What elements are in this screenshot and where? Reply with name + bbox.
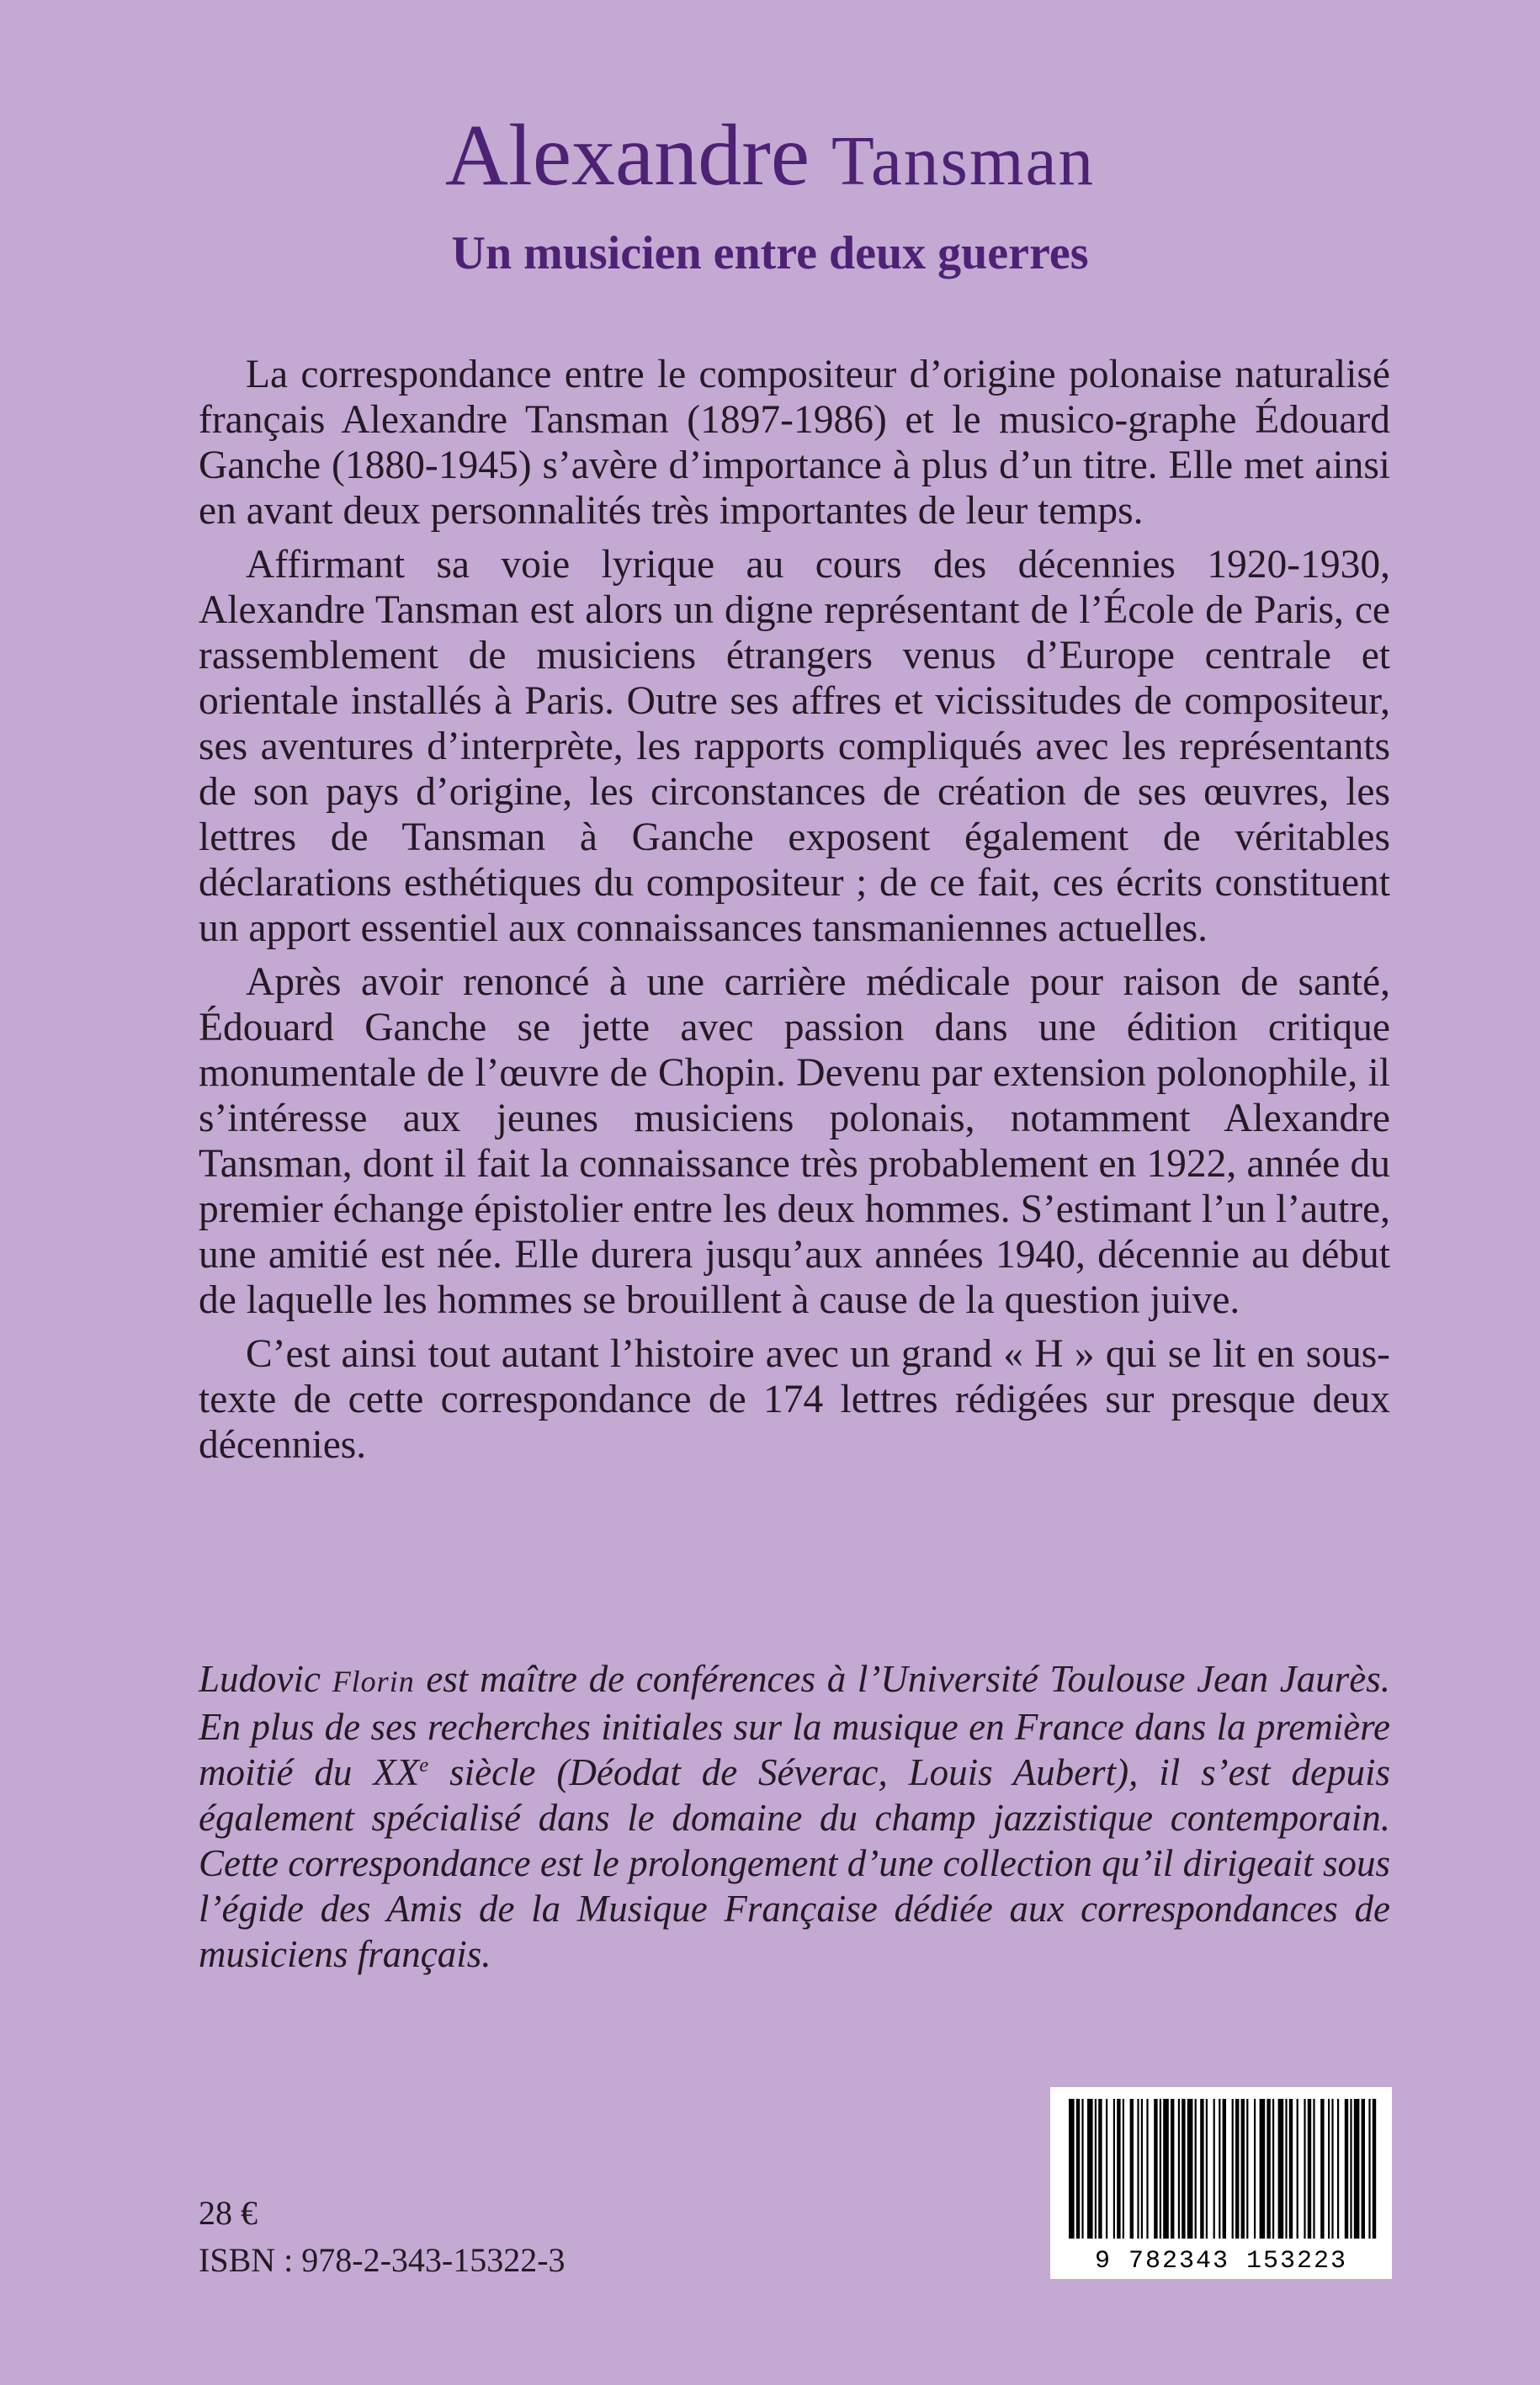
barcode-bar: [1267, 2099, 1270, 2239]
barcode-bar: [1354, 2099, 1360, 2239]
barcode-bar: [1362, 2099, 1365, 2239]
title-first-name: Alexandre: [444, 107, 810, 204]
barcode-bar: [1345, 2099, 1348, 2239]
barcode-bar: [1213, 2099, 1215, 2239]
barcode-bar: [1320, 2099, 1324, 2239]
barcode-bar: [1141, 2099, 1143, 2239]
barcode-bar: [1373, 2099, 1376, 2239]
barcode-bar: [1260, 2099, 1266, 2239]
summary-paragraph-4: C’est ainsi tout autant l’histoire avec un grand « H » qui se lit en sous-texte de cette correspondance de 174 lettres rédigées sur presque deux décennies.: [199, 1332, 1390, 1467]
barcode-bar: [1195, 2099, 1197, 2239]
author-last-name: Florin: [332, 1665, 415, 1698]
barcode-bar: [1095, 2099, 1097, 2239]
barcode-bar: [1081, 2099, 1083, 2239]
barcode-bar: [1076, 2099, 1080, 2239]
author-bio-text-part2: siècle (Déodat de Séverac, Louis Aubert), il s’est depuis également spécialisé dans le domaine du champ jazzistique contemporain. Cette correspondance est le prolongement d’une collection qu’il dirigeait sous l’égide des Amis de la Musique Française dédiée aux correspondances de musiciens français.: [199, 1751, 1390, 1975]
barcode-bar: [1087, 2099, 1093, 2239]
barcode-bar: [1171, 2099, 1174, 2239]
author-first-name: Ludovic: [199, 1658, 321, 1700]
barcode-bar: [1232, 2099, 1234, 2239]
barcode-bar: [1106, 2099, 1107, 2239]
barcode-bar: [1223, 2099, 1226, 2239]
author-bio: [199, 1656, 1390, 1977]
barcode-bar: [1200, 2099, 1203, 2239]
title-last-name: Tansman: [831, 122, 1096, 199]
barcode-bar: [1069, 2099, 1075, 2239]
barcode-bar: [1130, 2099, 1134, 2239]
barcode-bar: [1278, 2099, 1284, 2239]
barcode-bar: [1308, 2099, 1311, 2239]
barcode-bar: [1285, 2099, 1287, 2239]
barcode-bar: [1241, 2099, 1245, 2239]
barcode-bar: [1206, 2099, 1208, 2239]
barcode-bar: [1098, 2099, 1102, 2239]
barcode-bar: [1178, 2099, 1180, 2239]
author-bio-text-part1: est maître de conférences à l’Université Toulouse Jean Jaurès. En plus de ses recherches initiales sur la musique en France dans la première moitié du XX: [199, 1658, 1390, 1793]
barcode-bar: [1289, 2099, 1293, 2239]
barcode-bar: [1254, 2099, 1256, 2239]
book-subtitle: Un musicien entre deux guerres: [451, 227, 1089, 279]
barcode-bar: [1350, 2099, 1351, 2239]
barcode-bar: [1219, 2099, 1220, 2239]
barcode-bar: [1246, 2099, 1248, 2239]
book-title: [0, 108, 1540, 204]
barcode-bar: [1368, 2099, 1370, 2239]
summary-paragraph-1: La correspondance entre le compositeur d’origine polonaise naturalisé français Alexandre Tansman (1897-1986) et le musico-graphe Édouard Ganche (1880-1945) s’avère d’importance à plus d’un titre. Elle met ainsi en avant deux personnalités très importantes de leur temps.: [199, 353, 1390, 533]
barcode-bar: [1297, 2099, 1298, 2239]
price: 28 €: [199, 2194, 258, 2232]
barcode-bar: [1123, 2099, 1124, 2239]
barcode-bar: [1117, 2099, 1120, 2239]
barcode-bar: [1163, 2099, 1169, 2239]
barcode-bar: [1331, 2099, 1333, 2239]
barcode-bar: [1328, 2099, 1330, 2239]
author-bio-superscript: e: [419, 1754, 429, 1777]
barcode-bar: [1113, 2099, 1115, 2239]
barcode-bar: [1313, 2099, 1314, 2239]
barcode-bar: [1160, 2099, 1161, 2239]
isbn: ISBN : 978-2-343-15322-3: [199, 2241, 566, 2279]
barcode-bar: [1146, 2099, 1148, 2239]
barcode-bar: [1337, 2099, 1339, 2239]
barcode-bar: [1154, 2099, 1157, 2239]
barcode-bar: [1137, 2099, 1139, 2239]
book-summary: [199, 352, 1390, 1476]
barcode: [1050, 2087, 1392, 2279]
summary-paragraph-2: Affirmant sa voie lyrique au cours des décennies 1920-1930, Alexandre Tansman est alors un digne représentant de l’École de Paris, ce rassemblement de musiciens étrangers venus d’Europe centrale et orientale installés à Paris. Outre ses affres et vicissitudes de compositeur, ses aventures d’interprète, les rapports compliqués avec les représentants de son pays d’origine, les circonstances de création de ses œuvres, les lettres de Tansman à Ganche exposent également de véritables déclarations esthétiques du compositeur ; de ce fait, ces écrits constituent un apport essentiel aux connaissances tansmaniennes actuelles.: [199, 543, 1390, 950]
barcode-bar: [1187, 2099, 1193, 2239]
summary-paragraph-3: Après avoir renoncé à une carrière médicale pour raison de santé, Édouard Ganche se jette avec passion dans une édition critique monumentale de l’œuvre de Chopin. Devenu par extension polonophile, il s’intéresse aux jeunes musiciens polonais, notamment Alexandre Tansman, dont il fait la connaissance très probablement en 1922, année du premier échange épistolier entre les deux hommes. S’estimant l’un l’autre, une amitié est née. Elle durera jusqu’aux années 1940, décennie au début de laquelle les hommes se brouillent à cause de la question juive.: [199, 960, 1390, 1322]
barcode-bar: [1235, 2099, 1239, 2239]
barcode-bar: [1182, 2099, 1185, 2239]
barcode-bar: [1272, 2099, 1274, 2239]
barcode-bar: [1304, 2099, 1305, 2239]
barcode-digits: 9 782343 153223: [1094, 2247, 1348, 2276]
